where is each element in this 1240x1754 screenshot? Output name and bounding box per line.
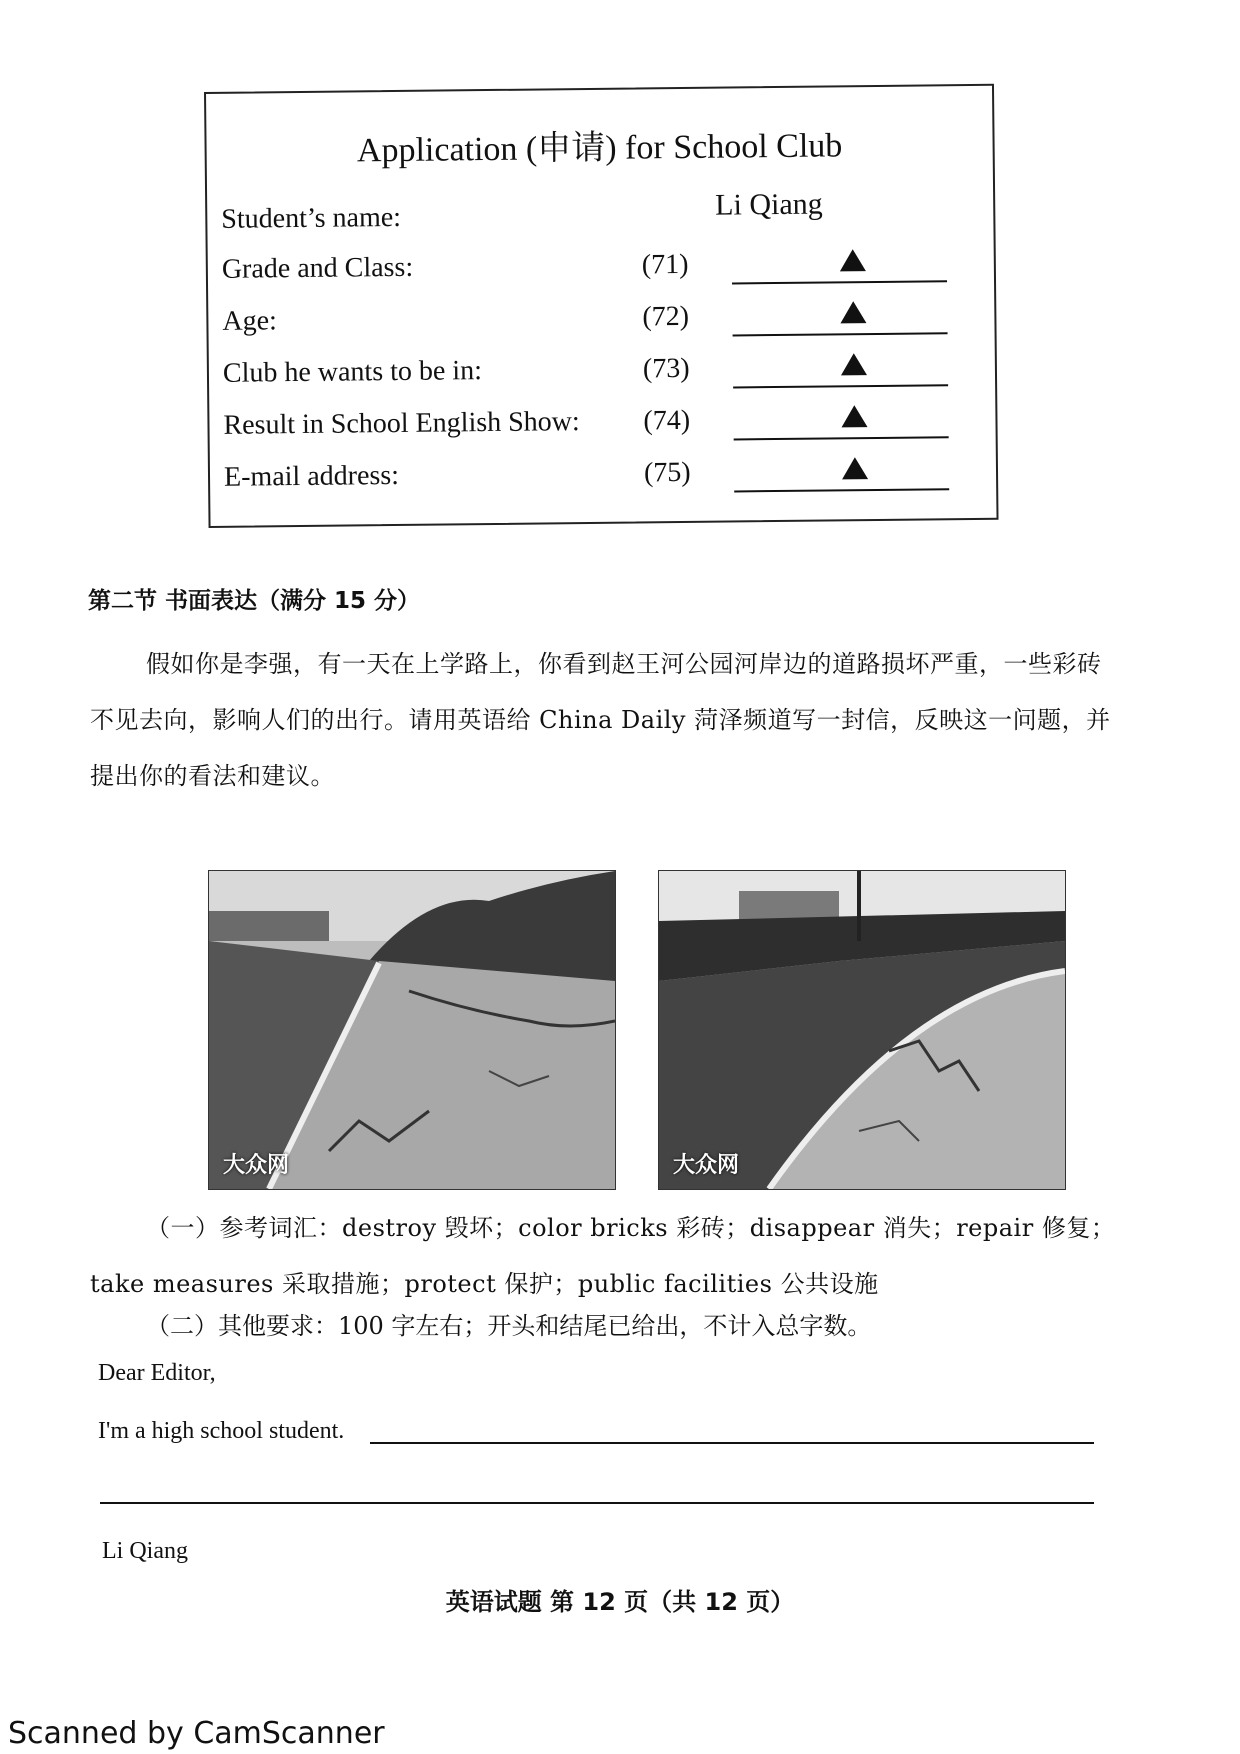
form-row-grade: [222, 246, 982, 298]
form-row-label: Age:: [222, 305, 277, 337]
student-name-value: Li Qiang: [715, 187, 823, 222]
question-number: (73): [642, 352, 690, 385]
scanner-watermark: Scanned by CamScanner: [8, 1716, 385, 1751]
application-title: Application (申请) for School Club: [356, 127, 843, 170]
damaged-road-illustration: [659, 871, 1065, 1189]
watermark: 大众网: [673, 1153, 740, 1178]
question-number: (71): [641, 248, 689, 281]
form-row-label: Result in School English Show:: [223, 406, 580, 441]
triangle-icon: [840, 249, 866, 271]
letter-opening: I'm a high school student.: [98, 1418, 345, 1444]
form-row-result: [223, 402, 983, 454]
answer-blank[interactable]: [732, 266, 947, 284]
task-description: 假如你是李强，有一天在上学路上，你看到赵王河公园河岸边的道路损坏严重，一些彩砖不见去向，影响人们的出行。请用英语给 China Daily 菏泽频道写一封信，反映这一问题，并提出你的看法和建议。: [90, 650, 1111, 790]
form-row-label: Club he wants to be in:: [222, 355, 483, 389]
triangle-icon: [842, 457, 868, 479]
question-number: (72): [642, 300, 690, 333]
damaged-road-photo-left: [208, 870, 616, 1190]
section-title: 第二节 书面表达（满分 15 分）: [88, 588, 421, 614]
watermark: 大众网: [223, 1153, 290, 1178]
letter-greeting: Dear Editor,: [98, 1360, 216, 1386]
form-row-age: [222, 298, 982, 350]
form-row-label: Grade and Class:: [221, 251, 414, 285]
damaged-road-photo-right: [658, 870, 1066, 1190]
reference-vocabulary: （一）参考词汇：destroy 毁坏；color bricks 彩砖；disappear 消失；repair 修复；take measures 采取措施；protect 保护；public facilities 公共设施: [90, 1214, 1116, 1298]
writing-line[interactable]: [370, 1442, 1094, 1444]
student-name-label: Student’s name:: [221, 201, 402, 235]
answer-blank[interactable]: [734, 474, 949, 492]
triangle-icon: [840, 301, 866, 323]
letter-signature: Li Qiang: [102, 1538, 188, 1564]
question-number: (75): [643, 456, 691, 489]
form-row-label: E-mail address:: [223, 459, 400, 493]
damaged-road-illustration: [209, 871, 615, 1189]
other-requirements: （二）其他要求：100 字左右；开头和结尾已给出，不计入总字数。: [146, 1312, 872, 1340]
writing-line[interactable]: [100, 1502, 1094, 1504]
application-form: [204, 84, 999, 528]
page-footer: 英语试题 第 12 页（共 12 页）: [445, 1588, 795, 1616]
triangle-icon: [841, 405, 867, 427]
answer-blank[interactable]: [733, 370, 948, 388]
form-row-club: [223, 350, 983, 402]
answer-blank[interactable]: [732, 318, 947, 336]
form-row-email: [224, 454, 984, 506]
question-number: (74): [643, 404, 691, 437]
triangle-icon: [841, 353, 867, 375]
answer-blank[interactable]: [734, 422, 949, 440]
